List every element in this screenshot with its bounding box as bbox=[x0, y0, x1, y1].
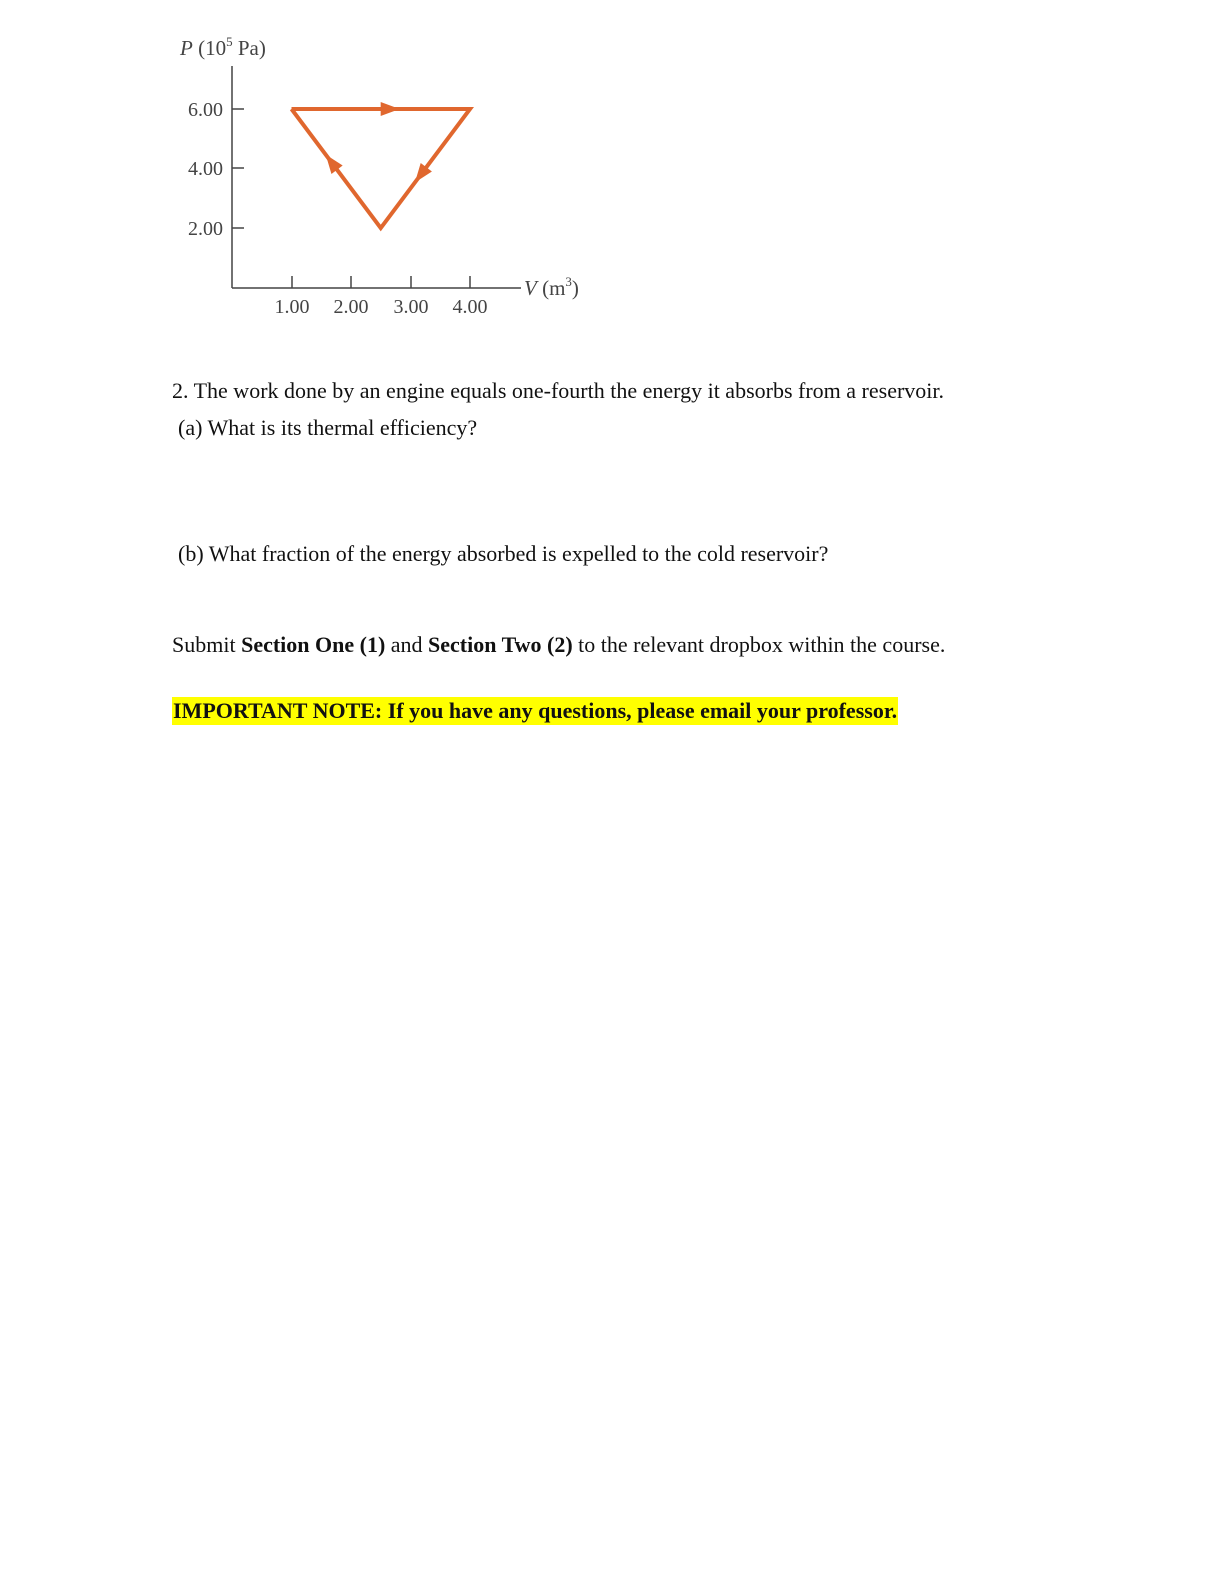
x-tick-label-3: 3.00 bbox=[393, 296, 429, 318]
pv-diagram bbox=[0, 0, 620, 330]
cycle-series bbox=[292, 102, 471, 228]
y-axis-label bbox=[179, 34, 266, 60]
question-2b-text: (b) What fraction of the energy absorbed is expelled to the cold reservoir? bbox=[178, 541, 829, 566]
x-axis-symbol: V bbox=[524, 276, 537, 300]
x-axis-unit-base: (m bbox=[536, 276, 566, 300]
question-2-text: 2. The work done by an engine equals one-fourth the energy it absorbs from a reservoir. bbox=[172, 378, 945, 403]
y-tick-label-4: 4.00 bbox=[188, 158, 223, 180]
submit-suffix: to the relevant dropbox within the course. bbox=[572, 632, 946, 657]
important-note: IMPORTANT NOTE: If you have any questions, please email your professor. bbox=[173, 698, 898, 723]
y-axis-unit-base: (10 bbox=[192, 36, 227, 60]
x-tick-label-2: 2.00 bbox=[333, 296, 369, 318]
y-axis-symbol: P bbox=[180, 36, 193, 60]
question-2a-text: (a) What is its thermal efficiency? bbox=[178, 415, 478, 440]
x-tick-label-1: 1.00 bbox=[274, 296, 310, 318]
y-axis-unit-rest: Pa) bbox=[232, 36, 266, 60]
y-tick-label-6: 6.00 bbox=[188, 99, 223, 121]
x-axis-unit-rest: ) bbox=[571, 276, 579, 300]
section-two-label: Section Two (2) bbox=[428, 632, 573, 657]
submit-prefix: Submit bbox=[172, 632, 242, 657]
x-axis-label bbox=[524, 274, 579, 300]
section-one-label: Section One (1) bbox=[241, 632, 386, 657]
x-tick-label-4: 4.00 bbox=[452, 296, 488, 318]
submit-middle: and bbox=[385, 632, 429, 657]
y-axis-unit-exponent: 5 bbox=[226, 34, 233, 49]
arrow-top-segment bbox=[381, 102, 400, 116]
submit-instructions bbox=[172, 631, 945, 659]
cycle-path bbox=[292, 109, 471, 228]
x-axis-unit-exponent: 3 bbox=[565, 274, 572, 289]
y-tick-label-2: 2.00 bbox=[188, 218, 223, 240]
